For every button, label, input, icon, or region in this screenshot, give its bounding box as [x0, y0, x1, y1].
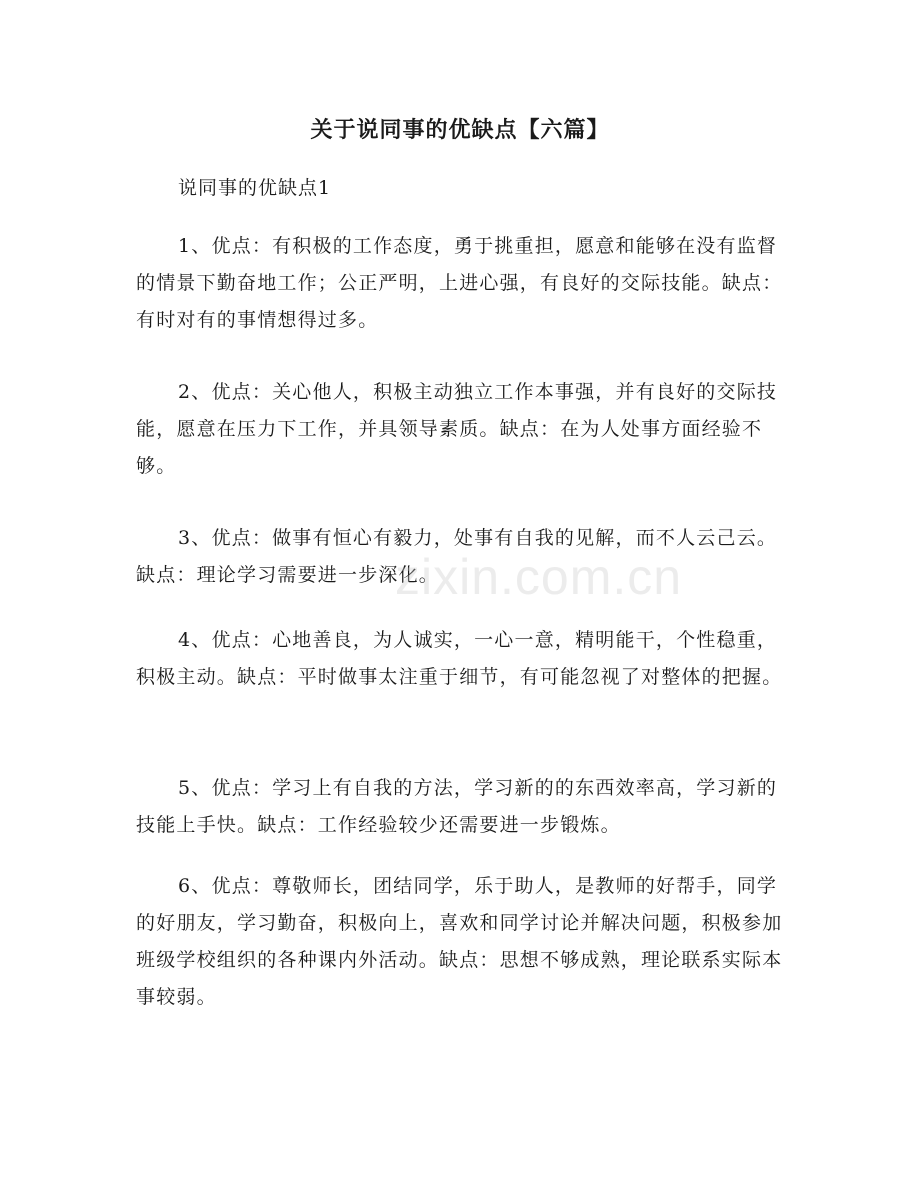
paragraph-1: 1、优点：有积极的工作态度，勇于挑重担，愿意和能够在没有监督的情景下勤奋地工作；公正严明，上进心强，有良好的交际技能。缺点：有时对有的事情想得过多。 — [136, 235, 783, 331]
paragraph-2: 2、优点：关心他人，积极主动独立工作本事强，并有良好的交际技能，愿意在压力下工作，并具领导素质。缺点：在为人处事方面经验不够。 — [136, 381, 778, 477]
paragraph-4: 4、优点：心地善良，为人诚实，一心一意，精明能干，个性稳重，积极主动。缺点：平时做事太注重于细节，有可能忽视了对整体的把握。 — [136, 629, 783, 688]
document-title: 关于说同事的优缺点【六篇】 — [310, 117, 610, 143]
paragraph-5: 5、优点：学习上有自我的方法，学习新的的东西效率高，学习新的技能上手快。缺点：工作经验较少还需要进一步锻炼。 — [136, 777, 778, 836]
section-heading: 说同事的优缺点1 — [178, 177, 332, 199]
paragraph-6: 6、优点：尊敬师长，团结同学，乐于助人，是教师的好帮手，同学的好朋友，学习勤奋，积极向上，喜欢和同学讨论并解决问题，积极参加班级学校组织的各种课内外活动。缺点：思想不够成熟，理论联系实际本事较弱。 — [136, 875, 783, 1008]
paragraph-3: 3、优点：做事有恒心有毅力，处事有自我的见解，而不人云己云。缺点：理论学习需要进一步深化。 — [136, 527, 778, 586]
watermark: zixin.com.cn — [395, 549, 683, 605]
